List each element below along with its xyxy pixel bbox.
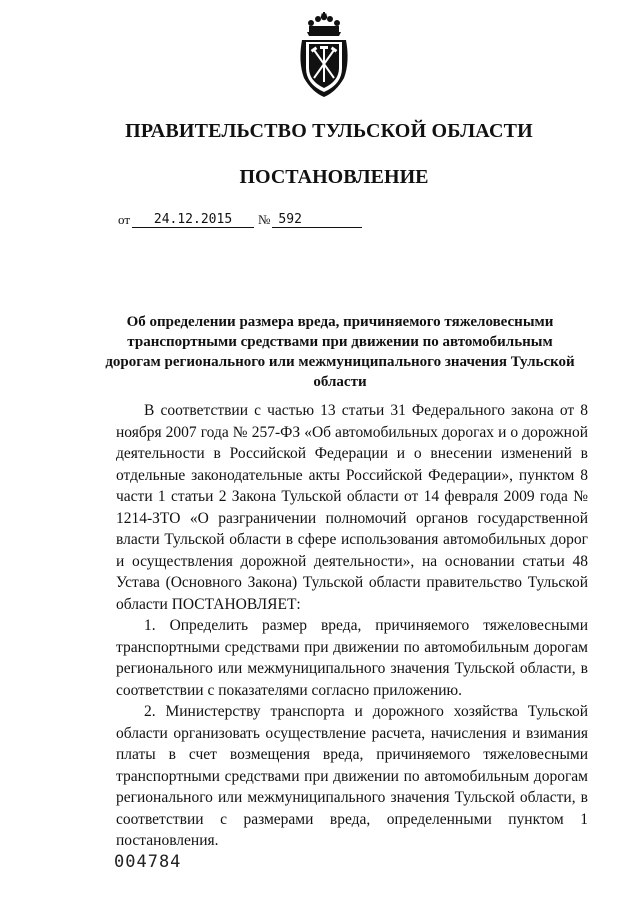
number-label: № <box>258 212 271 227</box>
date-value: 24.12.2015 <box>132 212 254 228</box>
item-1-paragraph: 1. Определить размер вреда, причиняемого тяжеловесными транспортными средствами при движении по автомобильным дорогам регионального или межмуниципального значения Тульской области, в соответствии с показателями согласно приложению. <box>116 617 588 699</box>
tula-coat-of-arms-icon <box>296 12 352 98</box>
document-type-heading: ПОСТАНОВЛЕНИЕ <box>239 166 429 188</box>
date-label: от <box>118 212 131 227</box>
document-subject: Об определении размера вреда, причиняемого тяжеловесными транспортными средствами при движении по автомобильным дорогам регионального или межмуниципального значения Тульской области <box>105 314 575 390</box>
document-body <box>116 400 588 852</box>
preamble-paragraph: В соответствии с частью 13 статьи 31 Федерального закона от 8 ноября 2007 года № 257-ФЗ «Об автомобильных дорогах и о дорожной деятельности в Российской Федерации и о внесении изменений в отдельные законодательные акты Российской Федерации», пунктом 8 части 1 статьи 2 Закона Тульской области от 14 февраля 2009 года № 1214-ЗТО «О разграничении полномочий органов государственной власти Тульской области в сфере использования автомобильных дорог и осуществления дорожной деятельности», на основании статьи 48 Устава (Основного Закона) Тульской области правительство Тульской области ПОСТАНОВЛЯЕТ: <box>116 402 588 613</box>
item-2-paragraph: 2. Министерству транспорта и дорожного хозяйства Тульской области организовать осуществление расчета, начисления и взимания платы в счет возмещения вреда, причиняемого тяжеловесными транспортными средствами при движении по автомобильным дорогам регионального или межмуниципального значения Тульской области, в соответствии с размерами вреда, определенными пунктом 1 постановления. <box>116 703 588 849</box>
serial-number: 004784 <box>114 852 182 872</box>
registration-line <box>118 212 366 228</box>
document-number: 592 <box>272 212 362 228</box>
government-title: ПРАВИТЕЛЬСТВО ТУЛЬСКОЙ ОБЛАСТИ <box>125 120 533 142</box>
